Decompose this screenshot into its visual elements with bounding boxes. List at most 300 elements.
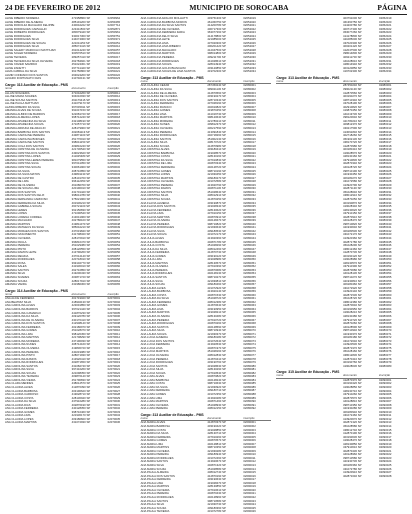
entry-name: AMANDA DE CASTRO	[5, 175, 34, 180]
entry-code: 02050032	[107, 165, 121, 170]
entry-document: 363077260 SP	[207, 30, 226, 35]
entry-document: 400717300 SP	[207, 26, 226, 31]
entry-document: 421930810 SP	[207, 278, 226, 283]
entry-code: 02080016	[243, 136, 256, 141]
entry-document: 421780210 SP	[207, 118, 226, 123]
entry-code: 02090024	[379, 459, 392, 464]
entry-name: ANA PAULA DOS SANTOS	[140, 473, 175, 478]
entry-name: ANA JULIA BARBOSA	[140, 239, 169, 244]
entry-name: ANA CLAUDIA MARTINS	[5, 420, 37, 425]
entry-document: 402871970 SP	[207, 345, 226, 350]
entry-code: 02090009	[379, 406, 392, 411]
entry-document: 402870190 SP	[71, 402, 91, 407]
entry-name: ANA LAURA GOMES	[140, 303, 168, 308]
entry-document: 304010930 SP	[71, 94, 91, 99]
entry-name: ANA CAROLINA SOUZA	[5, 370, 36, 375]
entry-document: 431072460 SP	[207, 455, 226, 460]
entry-code: 02080008	[379, 108, 392, 113]
entry-code: 02080066	[243, 314, 256, 318]
entry-code: 02050036	[107, 179, 121, 184]
entry-name: AMANDA ALVES DE SOUZA	[5, 108, 42, 113]
entry-document: 409180710 SP	[207, 388, 226, 393]
entry-document: 412870560 SP	[343, 90, 362, 95]
entry-document: 409180270 SP	[207, 175, 226, 180]
entry-name: ANA CAROLINA FERREIRA	[5, 324, 41, 329]
entry-document: 428130940 SP	[71, 395, 91, 400]
entry-document: 398710190 SP	[207, 168, 226, 173]
entry-name: ANA CAROLINA FELIX SILVA	[140, 33, 179, 38]
entry-name: ANA FLAVIA PEREIRA	[140, 221, 170, 226]
entry-document: 402870910 SP	[207, 214, 226, 219]
entry-document: 443871100 SP	[71, 133, 90, 138]
entry-code: 02080011	[379, 118, 392, 123]
entry-document: 419702300 SP	[343, 69, 362, 74]
entry-name: ANA LAURA RODRIGUES	[140, 321, 174, 326]
entry-code: 02090026	[243, 509, 256, 514]
header-title: MUNICIPIO DE SOROCABA	[189, 3, 289, 12]
entry-code: 02080048	[243, 250, 256, 255]
entry-code: 02080075	[243, 345, 256, 350]
entry-name: ANA MARIA FERREIRA	[140, 434, 171, 439]
entry-document: 431072580 SP	[207, 179, 226, 184]
entry-document: 403120850 SP	[343, 65, 362, 70]
entry-name: ANA PAULA SOUZA	[140, 505, 167, 510]
entry-document: 402870570 SP	[207, 438, 226, 443]
entry-code: 02080047	[379, 246, 392, 251]
entry-name: ALINE TEIXEIRA	[5, 55, 27, 60]
entry-code: 02080020	[243, 150, 256, 155]
list-item	[5, 77, 136, 81]
entry-name: AMANDA PINTO	[5, 246, 27, 251]
entry-name: ANA CLAUDIA BARBOSA	[5, 388, 38, 393]
entry-code: 02080070	[243, 328, 256, 333]
entry-code: 02052024	[243, 33, 256, 38]
entry-document: 438012830 SP	[343, 353, 362, 358]
entry-document: 451790830 SP	[71, 377, 91, 382]
entry-document: 403180410 SP	[343, 147, 362, 152]
entry-name: ANA FLAVIA MARTINS	[140, 214, 170, 219]
entry-code: 02070027	[107, 388, 121, 393]
entry-name: ANA CRISTINA PEREIRA	[140, 182, 173, 187]
entry-code: 02080043	[379, 232, 392, 237]
entry-name: ANA CLAUDIA FERREIRA	[140, 101, 174, 106]
entry-name: ANA MARIA MARTINS	[140, 445, 170, 450]
entry-name: AMANDA LEMES	[5, 207, 28, 212]
entry-code: 02080056	[243, 278, 256, 283]
entry-code: 02070009	[107, 324, 121, 329]
entry-document: 375021960 SP	[71, 196, 91, 201]
entry-name: ANA CAROLINA SANTOS	[5, 363, 38, 368]
entry-name: ANA CLAUDIA PEREIRA	[140, 129, 173, 134]
entry-code: 02050024	[107, 136, 121, 141]
entry-code: 02070020	[107, 363, 121, 368]
entry-name: AMANDA COLA DOS SANTOS	[5, 143, 45, 148]
entry-code: 02080006	[379, 101, 392, 106]
entry-name: ANA CLAUDIA MOREIRA	[140, 118, 173, 123]
entry-code: 02080058	[379, 285, 392, 290]
entry-document: 431072460 SP	[343, 413, 362, 418]
entry-document: 402871780 SP	[207, 239, 226, 244]
entry-code: 02050065	[107, 282, 121, 287]
section-title: Cargo: 313 Auxiliar de Educação - PMS	[140, 75, 204, 80]
entry-code: 02050047	[107, 218, 121, 223]
entry-document: 412908140 SP	[71, 321, 91, 326]
entry-document: 402871970 SP	[343, 345, 362, 350]
entry-code: 02052019	[243, 16, 256, 20]
entry-code: 02080053	[379, 267, 392, 272]
entry-code: 02052022	[243, 26, 256, 31]
entry-document: 412870730 SP	[343, 250, 362, 255]
entry-code: 02052034	[243, 69, 256, 74]
entry-code: 02080071	[379, 331, 392, 336]
entry-name: ANA CLAUDIA GOMES	[140, 108, 171, 113]
entry-code: 02090013	[379, 420, 392, 425]
entry-document: 403190420 SP	[207, 424, 226, 429]
entry-code: 02090025	[243, 505, 256, 510]
entry-name: ANA CRISTINA LOPES	[140, 172, 171, 177]
entry-name: ANA LUIZA COSTA	[140, 381, 166, 386]
entry-code: 02070032	[107, 406, 121, 411]
entry-code: 02080054	[379, 271, 392, 276]
entry-name: AMANDA ALBINO DE BARROS	[5, 111, 45, 116]
entry-document: 396112050 SP	[71, 179, 90, 184]
entry-name: ANA LAURA SANTOS	[140, 324, 169, 329]
entry-code: 02054020	[107, 65, 121, 70]
header-code: inscrição	[379, 78, 391, 83]
entry-name: ANA CAROLINA LIMA RIBEIRO	[140, 44, 181, 49]
entry-code: 02070014	[107, 342, 121, 347]
entry-document: 411025480 SP	[71, 154, 90, 159]
entry-code: 02080042	[379, 228, 392, 233]
entry-name: ANA LAURA FERREIRA	[140, 299, 172, 304]
header-code: inscrição	[243, 415, 255, 420]
entry-document: 431072640 SP	[343, 338, 362, 343]
entry-document: 398710190 SP	[343, 168, 362, 173]
entry-document: 440128130 SP	[343, 271, 362, 276]
entry-code: 02080080	[243, 363, 256, 368]
entry-code: 02052030	[243, 55, 256, 60]
entry-name: ANA CLAUDIA DOS SANTOS	[140, 97, 179, 102]
entry-document: 402870820 SP	[207, 374, 226, 379]
entry-code: 02090004	[243, 431, 256, 436]
entry-name: AMANDA APARECIDA SOUZA	[5, 122, 44, 127]
entry-document: 440042222 SP	[71, 23, 91, 28]
entry-document: 428130290 SP	[207, 367, 226, 372]
entry-code: 02080021	[379, 154, 392, 159]
entry-document: 398014800 SP	[207, 51, 226, 56]
entry-code: 02080038	[243, 214, 256, 219]
entry-document: 441079170 SP	[71, 101, 91, 106]
entry-name: ANA MARIA SOUZA	[140, 466, 167, 471]
entry-name: ALLINE SOUSA SANTOS	[5, 97, 38, 102]
entry-document: 398710580 SP	[207, 498, 226, 503]
entry-name: ANA LAURA SOUZA	[140, 331, 167, 336]
entry-code: 02090014	[243, 466, 256, 471]
entry-code: 02090005	[243, 434, 256, 439]
entry-code: 02080033	[243, 196, 256, 201]
entry-code: 02052021	[243, 23, 256, 28]
entry-code: 02050050	[107, 228, 121, 233]
entry-document: 402871530 SP	[343, 292, 362, 297]
entry-code: 02050027	[107, 147, 121, 152]
entry-document: 413920530 SP	[207, 342, 226, 347]
entry-code: 02050038	[107, 186, 121, 191]
entry-document: 438012830 SP	[207, 353, 226, 358]
entry-code: 02090014	[379, 424, 392, 429]
entry-code: 02090022	[379, 452, 392, 457]
entry-name: ANA LAURA COSTA	[140, 292, 167, 297]
entry-name: AMANDA DOS SANTOS FELIX	[5, 193, 45, 198]
entry-document: 437910390 SP	[207, 264, 226, 269]
entry-name: ANA LUIZA OLIVEIRA	[140, 402, 169, 407]
entry-document: 451028290 SP	[207, 243, 226, 248]
entry-name: ANA LAURA SILVA	[140, 328, 165, 333]
entry-code: 02080051	[243, 260, 256, 265]
entry-document: 440128240 SP	[207, 377, 226, 382]
entry-document: 403190630 SP	[343, 434, 362, 439]
entry-document: 419830720 SP	[71, 345, 91, 350]
entry-name: ALINE RODRIGUES CARVALHO	[5, 26, 47, 31]
entry-code: 02080042	[243, 228, 256, 233]
header-code: inscrição	[107, 86, 119, 91]
entry-code: 02050053	[107, 239, 121, 244]
entry-code: 02070029	[107, 395, 121, 400]
entry-document: 401719020 SP	[71, 296, 91, 301]
entry-document: 428130620 SP	[207, 207, 226, 212]
entry-document: 421780210 SP	[343, 118, 362, 123]
entry-code: 02080012	[243, 122, 256, 127]
header-document: documento	[207, 415, 222, 420]
entry-code: 02080044	[243, 235, 256, 240]
entry-code: 02070006	[107, 314, 121, 319]
entry-document: 409180180 SP	[207, 335, 226, 340]
entry-code: 02080046	[243, 243, 256, 248]
entry-name: ALLINE MARIA SOARES	[5, 94, 37, 99]
entry-code: 02070008	[107, 321, 121, 326]
entry-name: AMANDA REGINA	[5, 253, 29, 258]
entry-document: 362150830 SP	[71, 207, 91, 212]
entry-document: 451028640 SP	[343, 189, 362, 194]
entry-name: AMANDA NASCIMENTO	[5, 232, 37, 237]
entry-document: 471042260 SP	[71, 90, 91, 95]
entry-name: AMANDA APARECIDA DA SILVA	[5, 118, 47, 123]
entry-code: 02080037	[243, 211, 256, 216]
entry-document: 361750800 SP	[71, 69, 91, 74]
entry-code: 02090008	[379, 402, 392, 407]
entry-name: ANA JULIA SANTOS	[140, 274, 167, 279]
entry-name: AMANDA CRISTINA DOS SANTOS	[5, 150, 50, 155]
entry-document: 428130160 SP	[343, 154, 362, 159]
entry-document: 398710270 SP	[343, 274, 362, 279]
entry-code: 02090015	[379, 427, 392, 432]
entry-document: 413091840 SP	[207, 129, 226, 134]
entry-code: 02080041	[379, 225, 392, 230]
entry-name: AMANDA SILVA	[5, 271, 26, 276]
entry-name: ANA CRISTINA MARTINS	[140, 175, 174, 180]
entry-code: 02050058	[107, 257, 121, 262]
entry-document: 403190270 SP	[343, 94, 362, 99]
header-document: documento	[343, 373, 357, 378]
entry-name: AMANDA RAMOS LEITE	[5, 250, 37, 255]
entry-name: ANA PAULA FERREIRA	[140, 477, 171, 482]
entry-code: 02080030	[243, 186, 256, 191]
entry-name: ANA CLAUDIA ALVES	[5, 385, 33, 389]
entry-document: 440128470 SP	[343, 218, 362, 223]
entry-document: 430217590 SP	[207, 126, 226, 131]
entry-document: 440128960 SP	[343, 452, 362, 457]
entry-document: 423091850 SP	[71, 303, 91, 308]
entry-document: 398710820 SP	[207, 221, 226, 226]
entry-name: ANA MARIA SILVA	[140, 463, 165, 468]
entry-document: 437910720 SP	[207, 317, 226, 322]
entry-document: 437019840 SP	[71, 228, 91, 233]
entry-document: 409180940 SP	[343, 409, 362, 414]
entry-code: 02050061	[107, 267, 121, 272]
entry-name: ANA CAROLINA LIMA	[5, 331, 33, 336]
entry-document: 431072170 SP	[343, 232, 362, 237]
entry-document: 437910610 SP	[343, 445, 362, 450]
entry-code: 02080077	[243, 353, 256, 358]
entry-code: 02080061	[243, 296, 256, 301]
entry-document: 419028210 SP	[207, 310, 226, 315]
entry-code: 02052025	[243, 37, 256, 42]
entry-document: 471057710 SP	[71, 122, 91, 127]
entry-code: 02090016	[379, 431, 392, 436]
entry-code: 02080031	[243, 189, 256, 194]
entry-document: 451028720 SP	[207, 296, 226, 301]
entry-name: AMANDA SALES	[5, 264, 27, 269]
entry-document: 428170910 SP	[71, 235, 91, 240]
section-title: Cargo: 315 Auxiliar de Educação - PMS	[276, 370, 340, 375]
entry-document: 419028710 SP	[71, 392, 91, 397]
entry-name: ANA JULIA COSTA	[140, 243, 165, 248]
entry-name: ANA CRISTINA GOMES	[140, 168, 172, 173]
entry-name: ANA BEATRIZ SILVA	[5, 299, 32, 304]
entry-code: 02080071	[243, 331, 256, 336]
entry-code: 02080018	[243, 143, 256, 148]
entry-document: 437028190 SP	[343, 101, 362, 106]
entry-code: 02080089	[243, 395, 256, 400]
entry-document: 461360750 SP	[207, 19, 226, 24]
entry-code: 02080020	[379, 150, 392, 155]
entry-code: 02090003	[379, 385, 392, 389]
entry-document: 440128590 SP	[207, 324, 226, 329]
entry-name: ANA CLARA MENDES	[5, 381, 34, 386]
entry-code: 02080055	[243, 274, 256, 279]
entry-code: 02070024	[107, 377, 121, 382]
entry-document: 428130480 SP	[207, 314, 226, 318]
entry-document: 451028580 SP	[343, 424, 362, 429]
entry-code: 02080068	[379, 321, 392, 326]
entry-name: AMANDA CAROLINE SANTOS	[5, 140, 45, 145]
entry-name: ANA PAULA PEREIRA	[140, 491, 169, 496]
entry-code: 02090028	[379, 473, 392, 478]
entry-name: ANA CAROLINA VIEIRA	[5, 377, 36, 382]
entry-document: 367045911 SP	[71, 104, 90, 109]
entry-document: 403791000 SP	[343, 16, 362, 20]
list-item	[5, 421, 136, 425]
entry-name: AMANDA RODRIGUES	[5, 257, 35, 262]
entry-name: AMANDA ARRUDA DE ARAUJO	[5, 126, 46, 131]
entry-document: 451902130 SP	[343, 136, 362, 141]
entry-code: 02080061	[379, 296, 392, 301]
entry-code: 02080036	[379, 207, 392, 212]
entry-document: 438012460 SP	[207, 246, 226, 251]
entry-document: 398710940 SP	[207, 328, 226, 333]
entry-code: 02090017	[243, 477, 256, 482]
entry-document: 419028850 SP	[207, 427, 226, 432]
entry-name: ANA CAROLINA RODRIGUES	[5, 360, 44, 365]
entry-name: ANA LAURA DA SILVA	[140, 296, 170, 301]
entry-code: 02050037	[107, 182, 121, 187]
entry-document: 402718260 SP	[207, 133, 226, 138]
entry-document: 409812370 SP	[207, 122, 226, 127]
entry-code: 02090021	[379, 448, 392, 453]
entry-code: 02050020	[107, 122, 121, 127]
entry-code: 02052023	[243, 30, 256, 35]
entry-code: 02090022	[243, 494, 256, 499]
entry-code: 02070019	[107, 360, 121, 365]
entry-document: 428071930 SP	[71, 353, 91, 358]
header-code: inscrição	[107, 291, 119, 296]
entry-name: AMANDA MACHADO	[5, 218, 32, 223]
entry-document: 412047500 SP	[343, 47, 362, 52]
entry-code: 02050031	[107, 161, 121, 166]
entry-name: ANA CRISTINA BARBOSA	[140, 150, 175, 155]
entry-code: 02054016	[107, 51, 121, 56]
entry-name: ANA LUIZA DA SILVA	[140, 384, 168, 389]
entry-document: 461179416 SP	[71, 97, 90, 102]
entry-document: 438012570 SP	[71, 381, 91, 386]
entry-code: 02054051	[107, 40, 121, 45]
entry-document: 400717300 SP	[343, 26, 362, 31]
entry-name: ANA MARIA COSTA	[140, 427, 166, 432]
entry-document: 451028580 SP	[207, 466, 226, 471]
entry-name: ANA CAROLINA BARROS	[5, 306, 39, 311]
entry-code: 02052027	[243, 44, 256, 49]
entry-code: 02080015	[379, 133, 392, 138]
entry-code: 02080072	[379, 335, 392, 340]
entry-document: 403190270 SP	[207, 94, 226, 99]
entry-document: 289257410 SP	[71, 55, 91, 60]
entry-document: 421930640 SP	[343, 225, 362, 230]
entry-name: ANA CAROLINA DE OLIVEIRA	[140, 26, 180, 31]
entry-code: 02052029	[379, 51, 392, 56]
entry-code: 02080011	[243, 118, 256, 123]
entry-name: ALINE SALERY MAROCLIO MATTIUZZI	[5, 47, 56, 52]
entry-document: 460721100 SP	[71, 204, 90, 209]
entry-document: 428130620 SP	[343, 207, 362, 212]
entry-code: 02080074	[243, 342, 256, 347]
entry-code: 02080039	[243, 218, 256, 223]
entry-document: 451028640 SP	[207, 189, 226, 194]
entry-document: 412870410 SP	[343, 356, 362, 361]
entry-document: 402871320 SP	[207, 463, 226, 468]
entry-code: 02070026	[107, 385, 121, 389]
entry-document: 398710350 SP	[343, 402, 362, 407]
entry-name: AMANDA DE OLIVEIRA	[5, 182, 36, 187]
entry-name: ANA CAROLINA MACHADO	[140, 47, 177, 52]
entry-name: AMANDA SOARES	[5, 274, 30, 279]
entry-name: ANA CLAUDIA LOPES	[5, 416, 34, 421]
entry-name: ANA LUCIA SANTOS	[140, 363, 168, 368]
entry-name: AMANDA LOPES	[5, 211, 27, 216]
entry-code: 02080034	[243, 200, 256, 205]
entry-document: 428014940 SP	[207, 62, 226, 67]
entry-name: ANA LUIZA FERREIRA	[140, 388, 170, 393]
entry-document: 440128470 SP	[207, 218, 226, 223]
entry-document: 438012740 SP	[343, 427, 362, 432]
